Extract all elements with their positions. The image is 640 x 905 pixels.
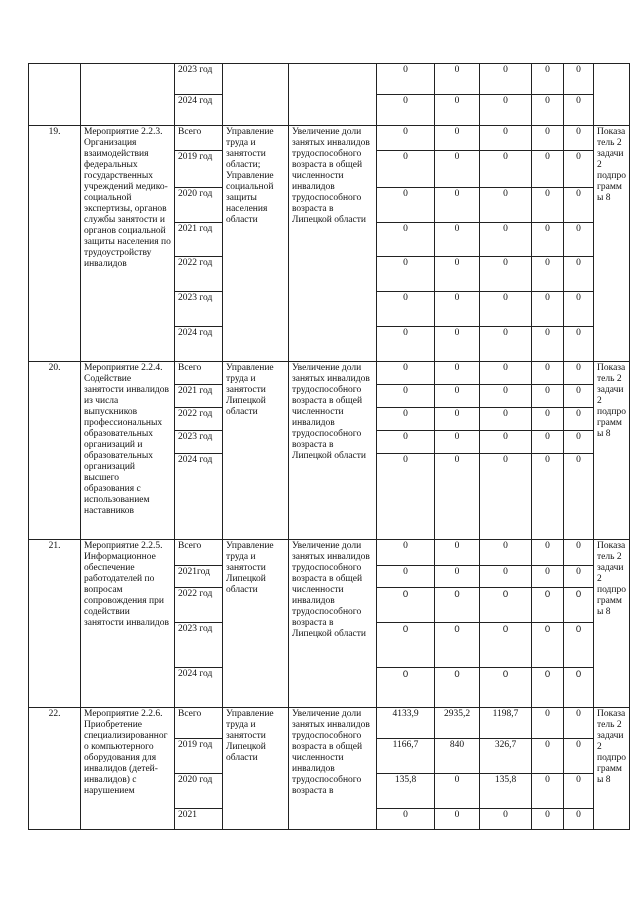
amount-cell: 0 — [532, 540, 564, 566]
amount-cell: 0 — [377, 362, 435, 385]
amount-cell: 0 — [377, 408, 435, 431]
amount-cell: 0 — [532, 126, 564, 151]
period-cell: Всего — [175, 362, 223, 385]
amount-cell: 0 — [480, 809, 532, 830]
amount-cell: 0 — [435, 385, 480, 408]
amount-cell: 0 — [564, 126, 594, 151]
indicator-cell — [594, 64, 630, 126]
period-cell: Всего — [175, 126, 223, 151]
amount-cell: 0 — [564, 739, 594, 774]
amount-cell: 0 — [435, 292, 480, 327]
amount-cell: 0 — [377, 809, 435, 830]
amount-cell: 0 — [377, 64, 435, 95]
amount-cell: 0 — [435, 431, 480, 454]
amount-cell: 0 — [377, 623, 435, 668]
amount-cell: 0 — [377, 257, 435, 292]
period-cell: 2019 год — [175, 151, 223, 188]
amount-cell: 135,8 — [480, 774, 532, 809]
amount-cell: 0 — [480, 64, 532, 95]
amount-cell: 0 — [564, 708, 594, 739]
executor-cell: Управление труда и занятости области; Управление социальной защиты населения области — [223, 126, 289, 362]
amount-cell: 0 — [480, 257, 532, 292]
period-cell: 2024 год — [175, 454, 223, 540]
amount-cell: 0 — [480, 362, 532, 385]
amount-cell: 0 — [564, 454, 594, 540]
amount-cell: 0 — [480, 540, 532, 566]
amount-cell: 0 — [532, 151, 564, 188]
amount-cell: 0 — [532, 223, 564, 257]
row-number — [29, 64, 81, 126]
row-number: 22. — [29, 708, 81, 830]
amount-cell: 0 — [377, 454, 435, 540]
amount-cell: 0 — [435, 408, 480, 431]
amount-cell: 0 — [377, 327, 435, 362]
amount-cell: 4133,9 — [377, 708, 435, 739]
amount-cell: 0 — [532, 809, 564, 830]
amount-cell: 0 — [480, 431, 532, 454]
row-number: 21. — [29, 540, 81, 708]
amount-cell: 0 — [435, 95, 480, 126]
amount-cell: 0 — [564, 362, 594, 385]
amount-cell: 0 — [480, 623, 532, 668]
amount-cell: 0 — [377, 95, 435, 126]
period-cell: 2021 год — [175, 223, 223, 257]
amount-cell: 0 — [532, 588, 564, 623]
amount-cell: 0 — [377, 292, 435, 327]
amount-cell: 2935,2 — [435, 708, 480, 739]
amount-cell: 0 — [532, 95, 564, 126]
executor-cell — [223, 64, 289, 126]
amount-cell: 0 — [532, 385, 564, 408]
program-table — [28, 63, 630, 830]
amount-cell: 0 — [435, 64, 480, 95]
table-row — [29, 362, 630, 385]
amount-cell: 0 — [532, 292, 564, 327]
period-cell: 2022 год — [175, 588, 223, 623]
amount-cell: 0 — [377, 540, 435, 566]
period-cell: 2021 — [175, 809, 223, 830]
amount-cell: 0 — [480, 126, 532, 151]
indicator-cell: Показатель 2 задачи 2 подпрограммы 8 — [594, 362, 630, 540]
amount-cell: 0 — [564, 809, 594, 830]
amount-cell: 0 — [435, 257, 480, 292]
amount-cell: 0 — [377, 151, 435, 188]
amount-cell: 0 — [532, 362, 564, 385]
amount-cell: 0 — [480, 668, 532, 708]
amount-cell: 0 — [435, 126, 480, 151]
period-cell: 2022 год — [175, 408, 223, 431]
period-cell: 2020 год — [175, 774, 223, 809]
amount-cell: 326,7 — [480, 739, 532, 774]
period-cell: 2021год — [175, 566, 223, 588]
amount-cell: 0 — [564, 95, 594, 126]
amount-cell: 0 — [564, 292, 594, 327]
period-cell: Всего — [175, 708, 223, 739]
amount-cell: 0 — [480, 188, 532, 223]
amount-cell: 0 — [435, 362, 480, 385]
amount-cell: 0 — [532, 774, 564, 809]
row-number: 19. — [29, 126, 81, 362]
amount-cell: 0 — [532, 431, 564, 454]
amount-cell: 0 — [435, 188, 480, 223]
amount-cell: 0 — [564, 223, 594, 257]
period-cell: 2023 год — [175, 292, 223, 327]
amount-cell: 0 — [377, 431, 435, 454]
amount-cell: 0 — [564, 257, 594, 292]
amount-cell: 0 — [377, 385, 435, 408]
executor-cell: Управление труда и занятости Липецкой области — [223, 540, 289, 708]
amount-cell: 0 — [435, 588, 480, 623]
amount-cell: 0 — [435, 809, 480, 830]
amount-cell: 0 — [480, 95, 532, 126]
amount-cell: 0 — [532, 408, 564, 431]
result-cell: Увеличение доли занятых инвалидов трудоспособного возраста в общей численности инвалидов трудоспособного возраста в Липецкой области — [289, 126, 377, 362]
amount-cell: 1198,7 — [480, 708, 532, 739]
period-cell: 2023 год — [175, 623, 223, 668]
amount-cell: 0 — [532, 708, 564, 739]
amount-cell: 135,8 — [377, 774, 435, 809]
amount-cell: 0 — [480, 385, 532, 408]
period-cell: 2021 год — [175, 385, 223, 408]
table-row — [29, 540, 630, 566]
amount-cell: 0 — [532, 454, 564, 540]
amount-cell: 0 — [480, 588, 532, 623]
table-row — [29, 126, 630, 151]
amount-cell: 0 — [532, 739, 564, 774]
amount-cell: 0 — [377, 588, 435, 623]
event-name: Мероприятие 2.2.4. Содействие занятости инвалидов из числа выпускников профессиональных образовательных организаций и образовательных организаций высшего образования с использованием наставников — [81, 362, 175, 540]
period-cell: 2024 год — [175, 327, 223, 362]
amount-cell: 0 — [435, 223, 480, 257]
amount-cell: 0 — [480, 151, 532, 188]
amount-cell: 0 — [435, 151, 480, 188]
amount-cell: 0 — [377, 566, 435, 588]
amount-cell: 0 — [532, 623, 564, 668]
amount-cell: 0 — [480, 292, 532, 327]
amount-cell: 0 — [480, 327, 532, 362]
event-name: Мероприятие 2.2.5. Информационное обеспечение работодателей по вопросам сопровождения при содействии занятости инвалидов — [81, 540, 175, 708]
amount-cell: 0 — [480, 454, 532, 540]
amount-cell: 0 — [564, 623, 594, 668]
result-cell: Увеличение доли занятых инвалидов трудоспособного возраста в общей численности инвалидов трудоспособного возраста в — [289, 708, 377, 830]
amount-cell: 0 — [564, 774, 594, 809]
result-cell — [289, 64, 377, 126]
amount-cell: 0 — [480, 566, 532, 588]
result-cell: Увеличение доли занятых инвалидов трудоспособного возраста в общей численности инвалидов трудоспособного возраста в Липецкой области — [289, 362, 377, 540]
amount-cell: 0 — [564, 668, 594, 708]
amount-cell: 0 — [564, 327, 594, 362]
amount-cell: 0 — [377, 188, 435, 223]
amount-cell: 0 — [480, 408, 532, 431]
executor-cell: Управление труда и занятости Липецкой области — [223, 362, 289, 540]
amount-cell: 0 — [564, 188, 594, 223]
period-cell: 2024 год — [175, 668, 223, 708]
indicator-cell: Показатель 2 задачи 2 подпрограммы 8 — [594, 126, 630, 362]
period-cell: 2020 год — [175, 188, 223, 223]
amount-cell: 0 — [564, 64, 594, 95]
amount-cell: 0 — [564, 588, 594, 623]
amount-cell: 0 — [532, 257, 564, 292]
event-name: Мероприятие 2.2.3. Организация взаимодействия федеральных государственных учреждений медико-социальной экспертизы, органов службы занятости и органов социальной защиты населения по трудоустройству инвалидов — [81, 126, 175, 362]
amount-cell: 0 — [564, 385, 594, 408]
amount-cell: 0 — [532, 668, 564, 708]
period-cell: 2024 год — [175, 95, 223, 126]
row-number: 20. — [29, 362, 81, 540]
amount-cell: 0 — [564, 151, 594, 188]
period-cell: 2019 год — [175, 739, 223, 774]
amount-cell: 0 — [377, 126, 435, 151]
event-name: Мероприятие 2.2.6. Приобретение специализированного компьютерного оборудования для инвалидов (детей-инвалидов) с нарушением — [81, 708, 175, 830]
period-cell: 2023 год — [175, 64, 223, 95]
amount-cell: 0 — [435, 540, 480, 566]
table-row — [29, 64, 630, 95]
period-cell: Всего — [175, 540, 223, 566]
amount-cell: 840 — [435, 739, 480, 774]
result-cell: Увеличение доли занятых инвалидов трудоспособного возраста в общей численности инвалидов трудоспособного возраста в Липецкой области — [289, 540, 377, 708]
period-cell: 2022 год — [175, 257, 223, 292]
amount-cell: 0 — [564, 566, 594, 588]
indicator-cell: Показатель 2 задачи 2 подпрограммы 8 — [594, 540, 630, 708]
executor-cell: Управление труда и занятости Липецкой области — [223, 708, 289, 830]
amount-cell: 0 — [532, 188, 564, 223]
amount-cell: 0 — [480, 223, 532, 257]
event-name — [81, 64, 175, 126]
amount-cell: 0 — [377, 668, 435, 708]
amount-cell: 0 — [435, 668, 480, 708]
amount-cell: 0 — [377, 223, 435, 257]
period-cell: 2023 год — [175, 431, 223, 454]
amount-cell: 0 — [564, 408, 594, 431]
amount-cell: 0 — [532, 64, 564, 95]
amount-cell: 0 — [532, 566, 564, 588]
amount-cell: 0 — [564, 540, 594, 566]
table-row — [29, 708, 630, 739]
amount-cell: 1166,7 — [377, 739, 435, 774]
indicator-cell: Показатель 2 задачи 2 подпрограммы 8 — [594, 708, 630, 830]
amount-cell: 0 — [435, 623, 480, 668]
amount-cell: 0 — [532, 327, 564, 362]
amount-cell: 0 — [435, 454, 480, 540]
amount-cell: 0 — [564, 431, 594, 454]
amount-cell: 0 — [435, 774, 480, 809]
amount-cell: 0 — [435, 327, 480, 362]
amount-cell: 0 — [435, 566, 480, 588]
